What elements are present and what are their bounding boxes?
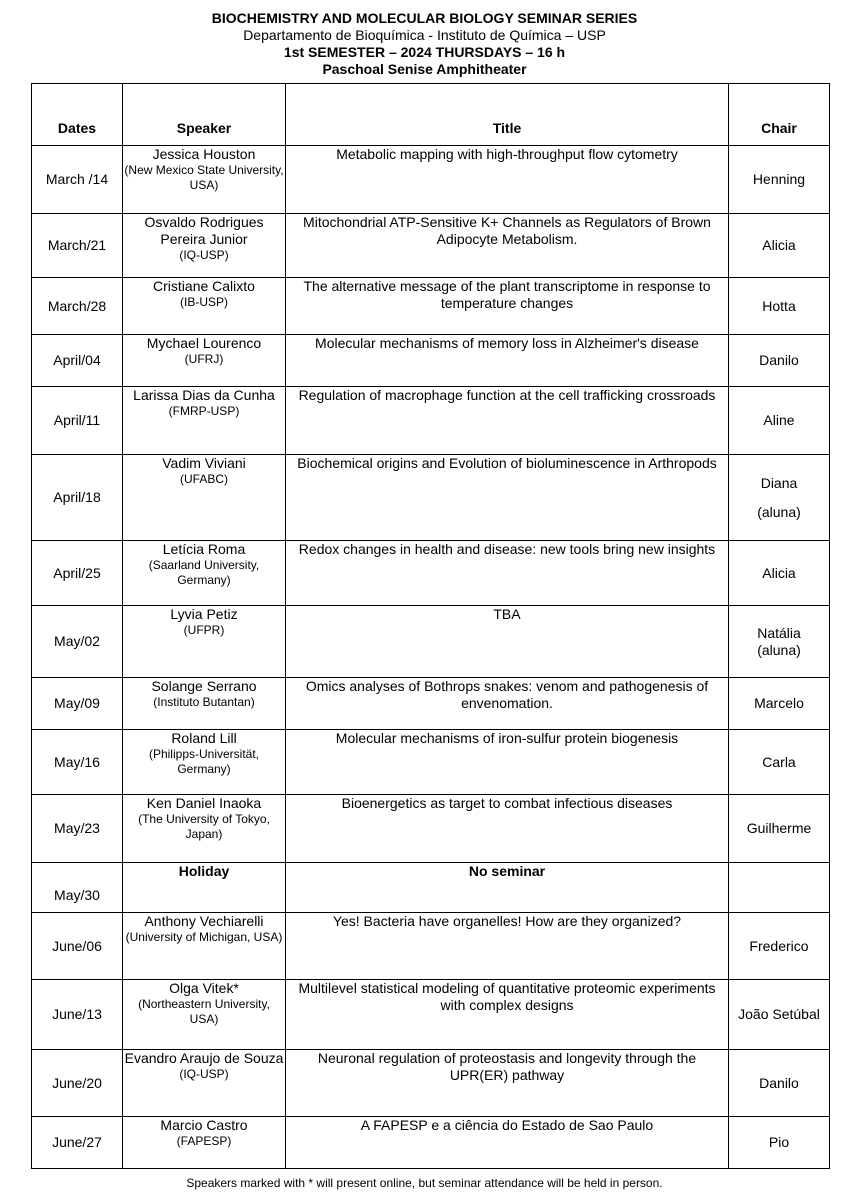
speaker-name: Cristiane Calixto — [153, 278, 255, 294]
table-row — [32, 678, 830, 730]
table-row — [32, 1117, 830, 1169]
chair-name: Natália — [757, 624, 801, 641]
speaker-name: Larissa Dias da Cunha — [133, 387, 275, 403]
seminar-date: April/25 — [32, 541, 123, 606]
seminar-title: Mitochondrial ATP-Sensitive K+ Channels as Regulators of Brown Adipocyte Metabolism. — [286, 214, 729, 278]
seminar-title: TBA — [286, 606, 729, 678]
seminar-date: May/23 — [32, 795, 123, 863]
chair-name: Danilo — [759, 1074, 799, 1091]
chair-name: Marcelo — [754, 695, 804, 711]
speaker-affiliation: (IQ-USP) — [179, 1067, 229, 1081]
seminar-title: Regulation of macrophage function at the cell trafficking crossroads — [286, 387, 729, 455]
speaker-affiliation: (University of Michigan, USA) — [125, 930, 283, 944]
table-row — [32, 863, 830, 913]
chair-name: Guilherme — [746, 820, 812, 836]
chair-name: Danilo — [759, 352, 799, 368]
table-row — [32, 335, 830, 387]
chair-name: Aline — [763, 412, 795, 428]
column-header-dates: Dates — [32, 84, 123, 146]
chair-cell — [729, 1117, 830, 1169]
speaker-name: Holiday — [178, 863, 230, 879]
speaker-name: Lyvia Petiz — [170, 606, 238, 622]
speaker-cell — [123, 1050, 286, 1117]
speaker-name: Anthony Vechiarelli — [144, 913, 264, 929]
chair-name: Hotta — [762, 297, 796, 314]
speaker-name: Ken Daniel Inaoka — [146, 795, 262, 811]
speaker-name: Solange Serrano — [151, 678, 257, 694]
speaker-cell — [123, 913, 286, 980]
seminar-date: May/30 — [32, 863, 123, 913]
speaker-cell — [123, 455, 286, 541]
chair-name: Henning — [752, 171, 806, 187]
table-row — [32, 913, 830, 980]
chair-name: Frederico — [749, 937, 809, 954]
speaker-cell — [123, 1117, 286, 1169]
seminar-date: March/21 — [32, 214, 123, 278]
speaker-name: Olga Vitek* — [169, 980, 239, 996]
chair-cell — [729, 730, 830, 795]
seminar-title: Bioenergetics as target to combat infectious diseases — [286, 795, 729, 863]
column-header-chair: Chair — [729, 84, 830, 146]
chair-note: (aluna) — [757, 641, 801, 658]
chair-cell — [729, 214, 830, 278]
seminar-title: A FAPESP e a ciência do Estado de Sao Paulo — [286, 1117, 729, 1169]
speaker-affiliation: (The University of Tokyo, Japan) — [138, 812, 270, 841]
seminar-date: June/06 — [32, 913, 123, 980]
speaker-cell — [123, 980, 286, 1050]
speaker-cell — [123, 730, 286, 795]
speaker-cell — [123, 214, 286, 278]
chair-name: Carla — [762, 753, 796, 770]
department-line: Departamento de Bioquímica - Instituto de Química – USP — [243, 27, 606, 43]
table-row — [32, 730, 830, 795]
speaker-affiliation: (Philipps-Universität, Germany) — [148, 747, 260, 776]
semester-line: 1st SEMESTER – 2024 THURSDAYS – 16 h — [283, 44, 566, 60]
table-row — [32, 795, 830, 863]
speaker-cell — [123, 606, 286, 678]
column-header-speaker: Speaker — [123, 84, 286, 146]
table-row — [32, 146, 830, 214]
table-row — [32, 980, 830, 1050]
speaker-name: Vadim Viviani — [162, 455, 246, 471]
speaker-affiliation: (Northeastern University, USA) — [138, 997, 270, 1026]
chair-cell — [729, 387, 830, 455]
speaker-name: Osvaldo Rodrigues Pereira Junior — [144, 214, 264, 247]
table-header-row — [32, 84, 830, 146]
seminar-date: April/04 — [32, 335, 123, 387]
seminar-title: Neuronal regulation of proteostasis and longevity through the UPR(ER) pathway — [286, 1050, 729, 1117]
chair-cell — [729, 980, 830, 1050]
chair-name: João Setúbal — [738, 1006, 820, 1022]
speaker-affiliation: (IB-USP) — [180, 295, 228, 309]
seminar-title: Redox changes in health and disease: new tools bring new insights — [286, 541, 729, 606]
seminar-schedule-table — [31, 83, 830, 1169]
chair-name: Diana — [760, 474, 798, 491]
seminar-date: April/11 — [32, 387, 123, 455]
speaker-name: Letícia Roma — [162, 541, 246, 557]
column-header-title: Title — [286, 84, 729, 146]
chair-cell — [729, 335, 830, 387]
seminar-date: April/18 — [32, 455, 123, 541]
venue-line: Paschoal Senise Amphitheater — [322, 61, 527, 77]
table-row — [32, 455, 830, 541]
speaker-name: Marcio Castro — [160, 1117, 248, 1133]
chair-name: Alicia — [762, 564, 796, 581]
chair-cell — [729, 541, 830, 606]
document-header — [0, 10, 849, 78]
chair-cell — [729, 455, 830, 541]
table-row — [32, 606, 830, 678]
speaker-cell — [123, 863, 286, 913]
speaker-name: Evandro Araujo de Souza — [124, 1050, 284, 1066]
speaker-cell — [123, 387, 286, 455]
seminar-date: March /14 — [32, 146, 123, 214]
chair-note: (aluna) — [757, 503, 801, 520]
speaker-cell — [123, 335, 286, 387]
speaker-cell — [123, 146, 286, 214]
speaker-affiliation: (UFRJ) — [184, 352, 224, 366]
seminar-date: June/20 — [32, 1050, 123, 1117]
chair-cell — [729, 913, 830, 980]
seminar-title: The alternative message of the plant transcriptome in response to temperature changes — [286, 278, 729, 335]
seminar-title: Metabolic mapping with high-throughput flow cytometry — [286, 146, 729, 214]
table-row — [32, 1050, 830, 1117]
speaker-affiliation: (FMRP-USP) — [168, 404, 240, 418]
chair-name: Pio — [768, 1134, 790, 1150]
chair-cell — [729, 678, 830, 730]
seminar-date: May/16 — [32, 730, 123, 795]
seminar-date: March/28 — [32, 278, 123, 335]
table-row — [32, 278, 830, 335]
seminar-title: Multilevel statistical modeling of quantitative proteomic experiments with complex designs — [286, 980, 729, 1050]
chair-cell — [729, 863, 830, 913]
seminar-title: Omics analyses of Bothrops snakes: venom and pathogenesis of envenomation. — [286, 678, 729, 730]
speaker-name: Mychael Lourenco — [146, 335, 262, 351]
speaker-name: Jessica Houston — [152, 146, 256, 162]
seminar-title: Biochemical origins and Evolution of bioluminescence in Arthropods — [286, 455, 729, 541]
seminar-date: May/02 — [32, 606, 123, 678]
speaker-affiliation: (UFABC) — [180, 472, 228, 486]
chair-cell — [729, 1050, 830, 1117]
chair-cell — [729, 146, 830, 214]
seminar-date: June/13 — [32, 980, 123, 1050]
seminar-title: No seminar — [286, 863, 729, 913]
table-row — [32, 387, 830, 455]
seminar-date: June/27 — [32, 1117, 123, 1169]
speaker-cell — [123, 278, 286, 335]
seminar-title: Yes! Bacteria have organelles! How are they organized? — [286, 913, 729, 980]
seminar-title: Molecular mechanisms of iron-sulfur protein biogenesis — [286, 730, 729, 795]
speaker-affiliation: (UFPR) — [183, 623, 225, 637]
table-row — [32, 214, 830, 278]
speaker-affiliation: (New Mexico State University, USA) — [124, 163, 284, 192]
table-row — [32, 541, 830, 606]
speaker-cell — [123, 795, 286, 863]
seminar-title: Molecular mechanisms of memory loss in Alzheimer's disease — [286, 335, 729, 387]
speaker-cell — [123, 541, 286, 606]
speaker-cell — [123, 678, 286, 730]
chair-cell — [729, 606, 830, 678]
speaker-affiliation: (IQ-USP) — [179, 248, 229, 262]
chair-name: Alicia — [762, 237, 796, 253]
speaker-affiliation: (Instituto Butantan) — [153, 695, 255, 709]
speaker-name: Roland Lill — [171, 730, 237, 746]
footnote: Speakers marked with * will present online, but seminar attendance will be held in person. — [186, 1176, 663, 1190]
seminar-date: May/09 — [32, 678, 123, 730]
chair-cell — [729, 278, 830, 335]
series-title: BIOCHEMISTRY AND MOLECULAR BIOLOGY SEMINAR SERIES — [211, 10, 638, 26]
chair-cell — [729, 795, 830, 863]
speaker-affiliation: (FAPESP) — [176, 1134, 232, 1148]
speaker-affiliation: (Saarland University, Germany) — [148, 558, 260, 587]
